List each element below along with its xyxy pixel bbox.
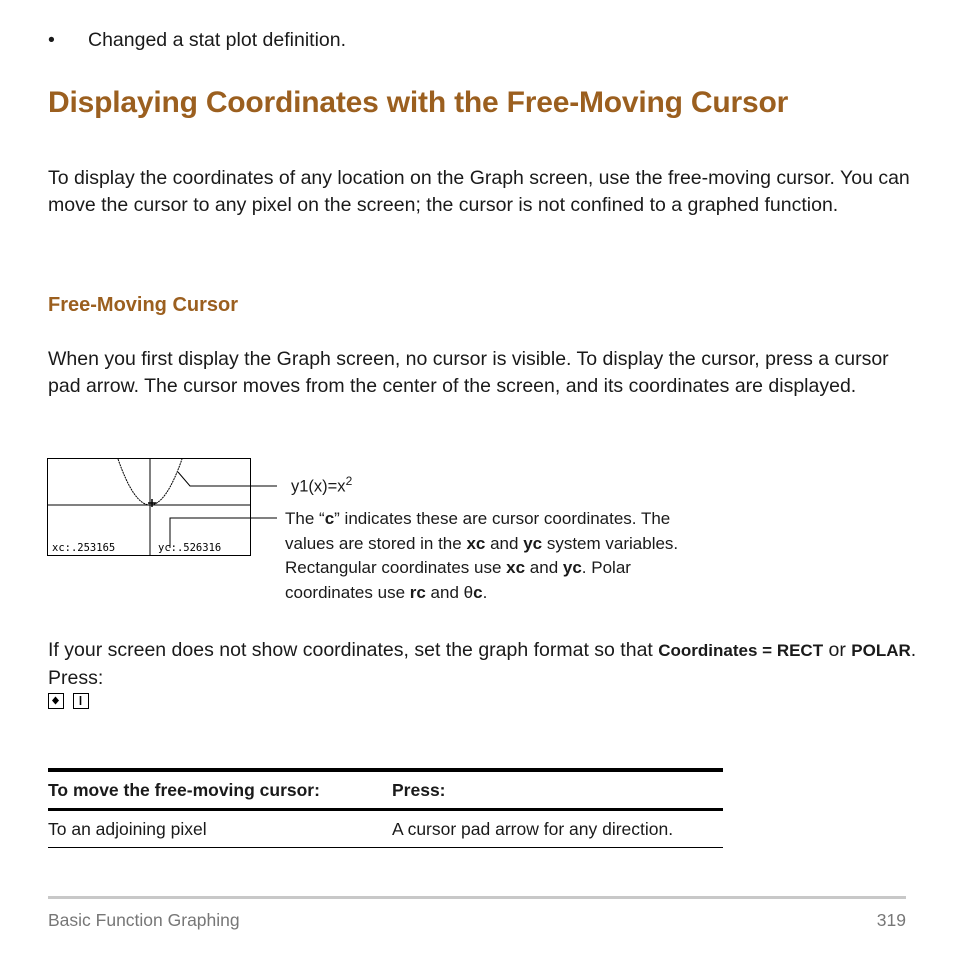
intro-paragraph: To display the coordinates of any location on the Graph screen, use the free-moving cursor. You can move the cursor to any pixel on the screen; the cursor is not confined to a graphed function. <box>48 167 910 216</box>
bullet-text: Changed a stat plot definition. <box>88 29 347 51</box>
function-label-text: y1(x)=x <box>291 477 346 496</box>
table-header-row <box>48 772 723 808</box>
key-sequence <box>48 693 94 711</box>
function-label <box>291 474 352 497</box>
cursor-movement-table <box>48 768 723 848</box>
diamond-key-icon <box>48 693 64 709</box>
footer-section-title: Basic Function Graphing <box>48 910 240 930</box>
footer-divider <box>48 896 906 899</box>
table-cell: A cursor pad arrow for any direction. <box>392 818 674 839</box>
instruction-paragraph: When you first display the Graph screen, no cursor is visible. To display the cursor, press a cursor pad arrow. The cursor moves from the center of the screen, and its coordinates are displayed. <box>48 348 889 397</box>
page-heading: Displaying Coordinates with the Free-Moving Cursor <box>48 86 789 119</box>
table-header-cell: Press: <box>392 779 446 800</box>
section-subheading: Free-Moving Cursor <box>48 294 239 316</box>
leader-y1 <box>178 472 277 486</box>
table-bottom-rule <box>48 847 723 848</box>
format-paragraph: If your screen does not show coordinates, set the graph format so that Coordinates = RECT or POLAR. Press: <box>48 639 917 689</box>
xc-readout: xc:.253165 <box>52 542 116 554</box>
bullet-dot: • <box>48 29 55 51</box>
function-exponent: 2 <box>345 474 353 488</box>
table-row <box>48 811 723 847</box>
table-cell: To an adjoining pixel <box>48 818 207 839</box>
leader-caption <box>170 518 277 548</box>
i-key-icon <box>73 693 89 709</box>
polar-term: POLAR <box>851 641 911 660</box>
footer-page-number: 319 <box>876 910 906 930</box>
coordinates-rect-term: Coordinates = RECT <box>658 641 824 660</box>
callout-caption: The “c” indicates these are cursor coordinates. The values are stored in the xc and yc system variables. Rectangular coordinates use xc and yc. Polar coordinates use rc and θc. <box>285 509 679 602</box>
yc-readout: yc:.526316 <box>158 542 222 554</box>
table-header-cell: To move the free-moving cursor: <box>48 779 320 800</box>
